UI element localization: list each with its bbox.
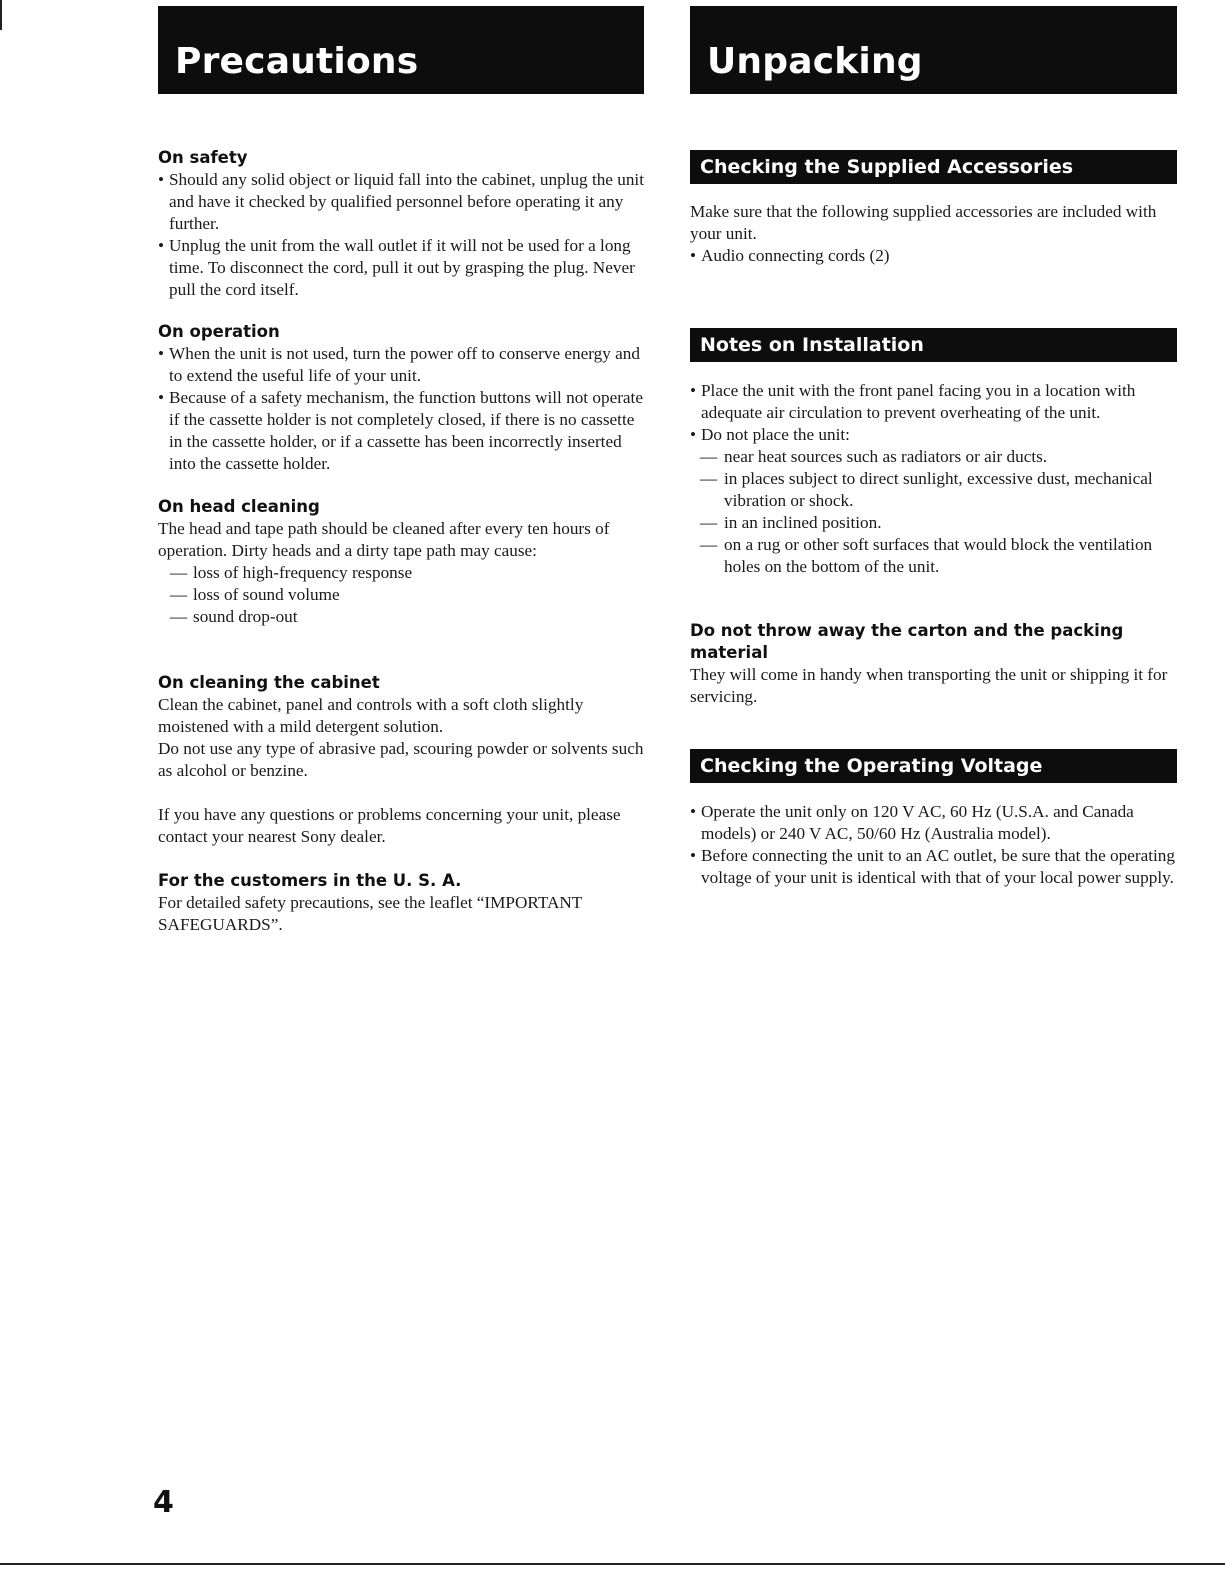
carton-heading: Do not throw away the carton and the packing material bbox=[690, 621, 1124, 662]
list-item: — loss of sound volume bbox=[158, 584, 648, 606]
list-item: • Before connecting the unit to an AC outlet, be sure that the operating voltage of your unit is identical with that of your local power supply. bbox=[690, 845, 1177, 889]
list-item: • Unplug the unit from the wall outlet if it will not be used for a long time. To disconnect the cord, pull it out by grasping the plug. Never pull the cord itself. bbox=[158, 235, 648, 301]
list-item: — in places subject to direct sunlight, excessive dust, mechanical vibration or shock. bbox=[690, 468, 1177, 512]
on-head-cleaning-text: The head and tape path should be cleaned after every ten hours of operation. Dirty heads and a dirty tape path may cause: bbox=[158, 519, 610, 560]
on-head-cleaning-list bbox=[158, 562, 648, 628]
list-item: — on a rug or other soft surfaces that would block the ventilation holes on the bottom of the unit. bbox=[690, 534, 1177, 578]
list-item: • Place the unit with the front panel facing you in a location with adequate air circulation to prevent overheating of the unit. bbox=[690, 380, 1177, 424]
carton-section bbox=[690, 620, 1177, 708]
on-safety-heading: On safety bbox=[158, 148, 248, 167]
contact-section bbox=[158, 804, 648, 848]
usa-section bbox=[158, 870, 648, 936]
list-item: • When the unit is not used, turn the power off to conserve energy and to extend the useful life of your unit. bbox=[158, 343, 648, 387]
usa-heading: For the customers in the U. S. A. bbox=[158, 871, 462, 890]
accessories-bar bbox=[690, 150, 1177, 184]
voltage-bar bbox=[690, 749, 1177, 783]
on-operation-section bbox=[158, 321, 648, 475]
list-item: — in an inclined position. bbox=[690, 512, 1177, 534]
on-safety-list bbox=[158, 169, 648, 301]
voltage-section bbox=[690, 801, 1177, 889]
on-cleaning-cabinet-text-2: Do not use any type of abrasive pad, scouring powder or solvents such as alcohol or benzine. bbox=[158, 739, 644, 780]
accessories-section bbox=[690, 201, 1177, 267]
on-cleaning-cabinet-heading: On cleaning the cabinet bbox=[158, 673, 380, 692]
accessories-list bbox=[690, 245, 1177, 267]
accessories-text: Make sure that the following supplied accessories are included with your unit. bbox=[690, 202, 1157, 243]
precautions-title: Precautions bbox=[175, 41, 419, 82]
on-safety-section bbox=[158, 147, 648, 301]
on-operation-heading: On operation bbox=[158, 322, 280, 341]
list-item: • Because of a safety mechanism, the function buttons will not operate if the cassette holder is not completely closed, if there is no cassette in the cassette holder, or if a cassette has been incorrectly inserted into the cassette holder. bbox=[158, 387, 648, 475]
list-item: • Operate the unit only on 120 V AC, 60 Hz (U.S.A. and Canada models) or 240 V AC, 50/60 Hz (Australia model). bbox=[690, 801, 1177, 845]
on-head-cleaning-heading: On head cleaning bbox=[158, 497, 320, 516]
precautions-banner bbox=[158, 6, 644, 94]
scan-edge-mark bbox=[0, 0, 2, 30]
on-cleaning-cabinet-section bbox=[158, 672, 648, 782]
unpacking-title: Unpacking bbox=[707, 41, 923, 82]
installation-list bbox=[690, 380, 1177, 446]
unpacking-banner bbox=[690, 6, 1177, 94]
voltage-list bbox=[690, 801, 1177, 889]
voltage-heading: Checking the Operating Voltage bbox=[700, 755, 1043, 777]
accessories-heading: Checking the Supplied Accessories bbox=[700, 156, 1074, 178]
contact-text: If you have any questions or problems concerning your unit, please contact your nearest Sony dealer. bbox=[158, 805, 621, 846]
list-item: — sound drop-out bbox=[158, 606, 648, 628]
list-item: — loss of high-frequency response bbox=[158, 562, 648, 584]
list-item: • Do not place the unit: bbox=[690, 424, 1177, 446]
installation-avoid-list bbox=[690, 446, 1177, 578]
on-cleaning-cabinet-text-1: Clean the cabinet, panel and controls with a soft cloth slightly moistened with a mild detergent solution. bbox=[158, 695, 584, 736]
bottom-rule bbox=[0, 1563, 1225, 1565]
list-item: — near heat sources such as radiators or air ducts. bbox=[690, 446, 1177, 468]
usa-text: For detailed safety precautions, see the leaflet “IMPORTANT SAFEGUARDS”. bbox=[158, 893, 582, 934]
page-number: 4 bbox=[153, 1485, 174, 1520]
on-head-cleaning-section bbox=[158, 496, 648, 628]
list-item: • Audio connecting cords (2) bbox=[690, 245, 1177, 267]
on-operation-list bbox=[158, 343, 648, 475]
installation-heading: Notes on Installation bbox=[700, 334, 924, 356]
installation-section bbox=[690, 380, 1177, 578]
carton-text: They will come in handy when transporting the unit or shipping it for servicing. bbox=[690, 665, 1168, 706]
list-item: • Should any solid object or liquid fall into the cabinet, unplug the unit and have it checked by qualified personnel before operating it any further. bbox=[158, 169, 648, 235]
installation-bar bbox=[690, 328, 1177, 362]
